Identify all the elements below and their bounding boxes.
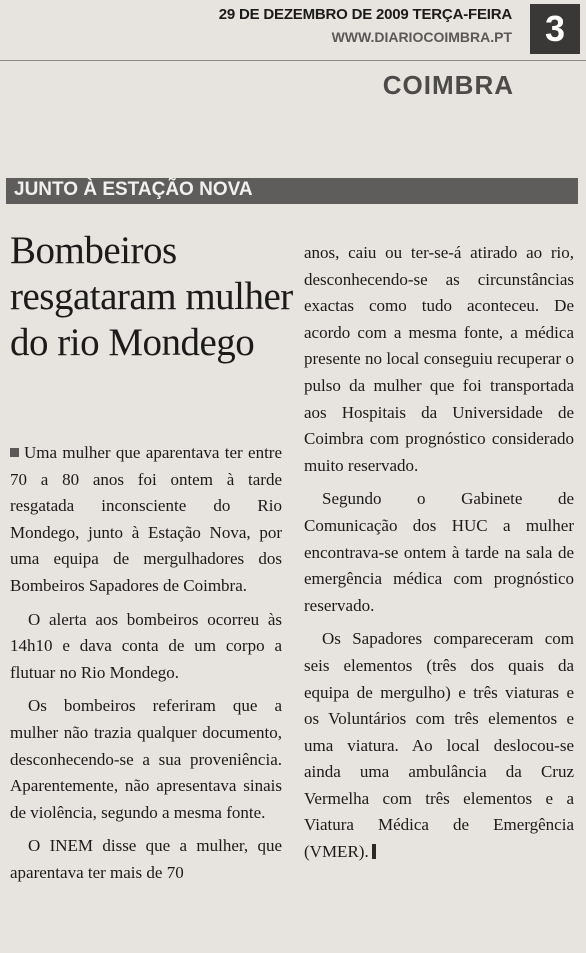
publication-date: 29 DE DEZEMBRO DE 2009 TERÇA-FEIRA [218,6,512,23]
lead-bullet-icon [10,448,19,457]
header-divider [0,60,586,61]
article-headline: Bombeiros resgataram mulher do rio Mondego [10,229,293,364]
end-of-article-mark [372,844,376,859]
website-url: WWW.DIARIOCOIMBRA.PT [331,29,512,45]
article-paragraph: O alerta aos bombeiros ocorreu às 14h10 e dava conta de um corpo a flutuar no Rio Mondego. [10,609,282,682]
article-paragraph: Os bombeiros referiram que a mulher não trazia qualquer documento, desconhecendo-se a sua proveniência. Aparentemente, não apresentava sinais de violência, segundo a mesma fonte. [10,696,282,822]
article-tag: JUNTO À ESTAÇÃO NOVA [14,179,253,200]
article-paragraph [10,440,282,600]
paragraph-text: Os Sapadores compareceram com seis elementos (três dos quais da equipa de mergulho) e três viaturas e os Voluntários com três elementos e uma viatura. Ao local deslocou-se ainda uma ambulância da Cruz Vermelha com três elementos e a Viatura Médica de Emergência (VMER). [304,629,574,862]
page-number: 3 [530,4,580,54]
paragraph-text: Uma mulher que aparentava ter entre 70 a 80 anos foi ontem à tarde resgatada inconsciente do Rio Mondego, junto à Estação Nova, por uma equipa de mergulhadores dos Bombeiros Sapadores de Coimbra. [10,443,282,595]
article-tag-bar [6,178,578,204]
article-column-right [304,240,574,866]
article-paragraph: anos, caiu ou ter-se-á atirado ao rio, desconhecendo-se as circunstâncias exactas como tudo aconteceu. De acordo com a mesma fonte, a médica presente no local conseguiu recuperar o pulso da mulher que foi transportada aos Hospitais da Universidade de Coimbra com prognóstico considerado muito reservado. [304,243,574,475]
article-paragraph [304,626,574,865]
article-paragraph: Segundo o Gabinete de Comunicação dos HUC a mulher encontrava-se ontem à tarde na sala de emergência médica com prognóstico reservado. [304,489,574,615]
section-title: COIMBRA [382,70,514,100]
article-column-left [10,440,282,887]
article-paragraph: O INEM disse que a mulher, que aparentava ter mais de 70 [10,836,282,882]
